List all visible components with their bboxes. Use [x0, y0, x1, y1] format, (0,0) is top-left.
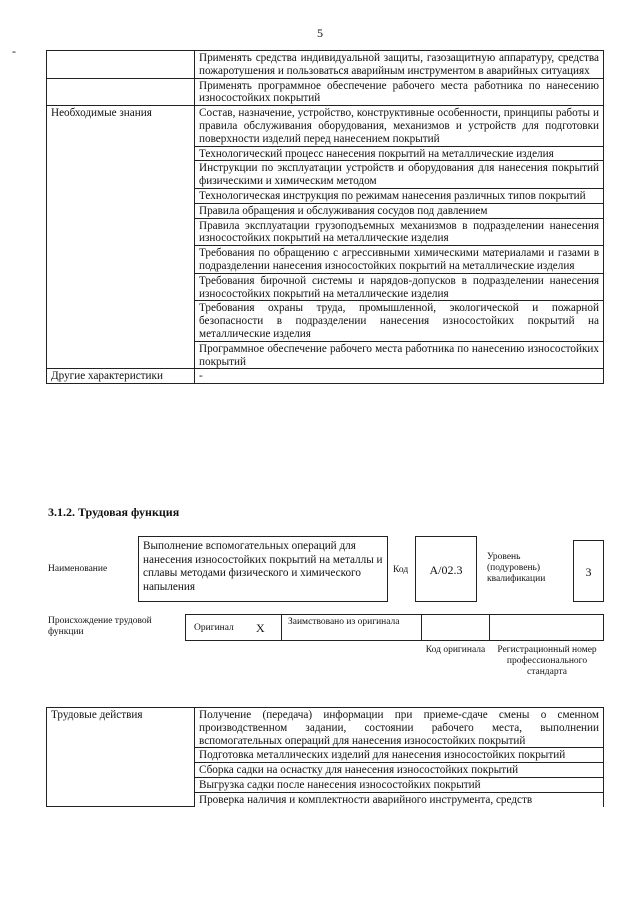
origin-label: Происхождение трудовой функции [48, 616, 152, 637]
table-row [47, 51, 604, 79]
knowledge-item: Инструкции по эксплуатации устройств и оборудования для нанесения покрытий физическими и химическим методом [195, 161, 604, 189]
original-cell [185, 614, 282, 641]
borrowed-cell [281, 614, 422, 641]
knowledge-label: Необходимые знания [47, 106, 195, 369]
table-row [47, 369, 604, 384]
action-item: Выгрузка садки после нанесения износостойких покрытий [195, 777, 604, 792]
function-code: А/02.3 [429, 563, 463, 577]
knowledge-item: Программное обеспечение рабочего места работника по нанесению износостойких покрытий [195, 341, 604, 369]
code-original-cell [421, 614, 490, 641]
table-row [47, 708, 604, 748]
level-label: Уровень (подуровень) квалификации [487, 552, 546, 584]
knowledge-item: Требования охраны труда, промышленной, экологической и пожарной безопасности в подразделении нанесения износостойких покрытий на металлические изделия [195, 301, 604, 341]
reg-number-label: Регистрационный номер профессионального стандарта [497, 645, 597, 677]
skills-knowledge-table [46, 50, 604, 384]
reg-number-cell [489, 614, 604, 641]
level-value: 3 [585, 565, 592, 579]
knowledge-item: Состав, назначение, устройство, конструктивные особенности, принципы работы и правила обслуживания оборудования, механизмов и устройств для подготовки поверхности изделий перед нанесением покрытий [195, 106, 604, 146]
function-code-box [415, 536, 477, 602]
empty-label-cell [47, 78, 195, 106]
table-row [47, 78, 604, 106]
action-item: Проверка наличия и комплектности аварийного инструмента, средств [195, 792, 604, 806]
action-item: Сборка садки на оснастку для нанесения износостойких покрытий [195, 763, 604, 778]
skill-item: Применять средства индивидуальной защиты, газозащитную аппаратуру, средства пожаротушения и пользоваться аварийным инструментом в аварийных ситуациях [195, 51, 604, 79]
section-title: 3.1.2. Трудовая функция [48, 505, 180, 519]
function-name-box [138, 536, 388, 602]
borrowed-label: Заимствовано из оригинала [288, 617, 400, 627]
table-row [47, 106, 604, 146]
original-mark: X [256, 621, 265, 635]
actions-label: Трудовые действия [47, 708, 195, 807]
margin-mark: - [12, 44, 16, 58]
knowledge-item: Правила эксплуатации грузоподъемных механизмов в подразделении нанесения износостойких покрытий на металлические изделия [195, 218, 604, 246]
knowledge-item: Технологический процесс нанесения покрытий на металлические изделия [195, 146, 604, 161]
code-original-label: Код оригинала [425, 645, 486, 655]
other-value: - [195, 369, 604, 384]
action-item: Подготовка металлических изделий для нанесения износостойких покрытий [195, 748, 604, 763]
knowledge-item: Требования бирочной системы и нарядов-допусков в подразделении нанесения износостойких покрытий на металлические изделия [195, 273, 604, 301]
knowledge-item: Технологическая инструкция по режимам нанесения различных типов покрытий [195, 188, 604, 203]
level-box [573, 540, 604, 602]
function-name: Выполнение вспомогательных операций для нанесения износостойких покрытий на металлы и сплавы методами физического и химического напыления [143, 540, 383, 593]
name-label: Наименование [48, 564, 108, 574]
knowledge-item: Требования по обращению с агрессивными химическими материалами и газами в подразделении нанесения износостойких покрытий на металлические изделия [195, 246, 604, 274]
action-item: Получение (передача) информации при приеме-сдаче смены о сменном производственном задании, состоянии рабочего места, выполнении вспомогательных операций для нанесения износостойких покрытий [195, 708, 604, 748]
other-label: Другие характеристики [47, 369, 195, 384]
skill-item: Применять программное обеспечение рабочего места работника по нанесению износостойких покрытий [195, 78, 604, 106]
code-label: Код [393, 565, 409, 575]
empty-label-cell [47, 51, 195, 79]
actions-table [46, 707, 604, 807]
knowledge-item: Правила обращения и обслуживания сосудов под давлением [195, 203, 604, 218]
original-label: Оригинал [194, 623, 234, 633]
page-number: 5 [317, 26, 323, 40]
